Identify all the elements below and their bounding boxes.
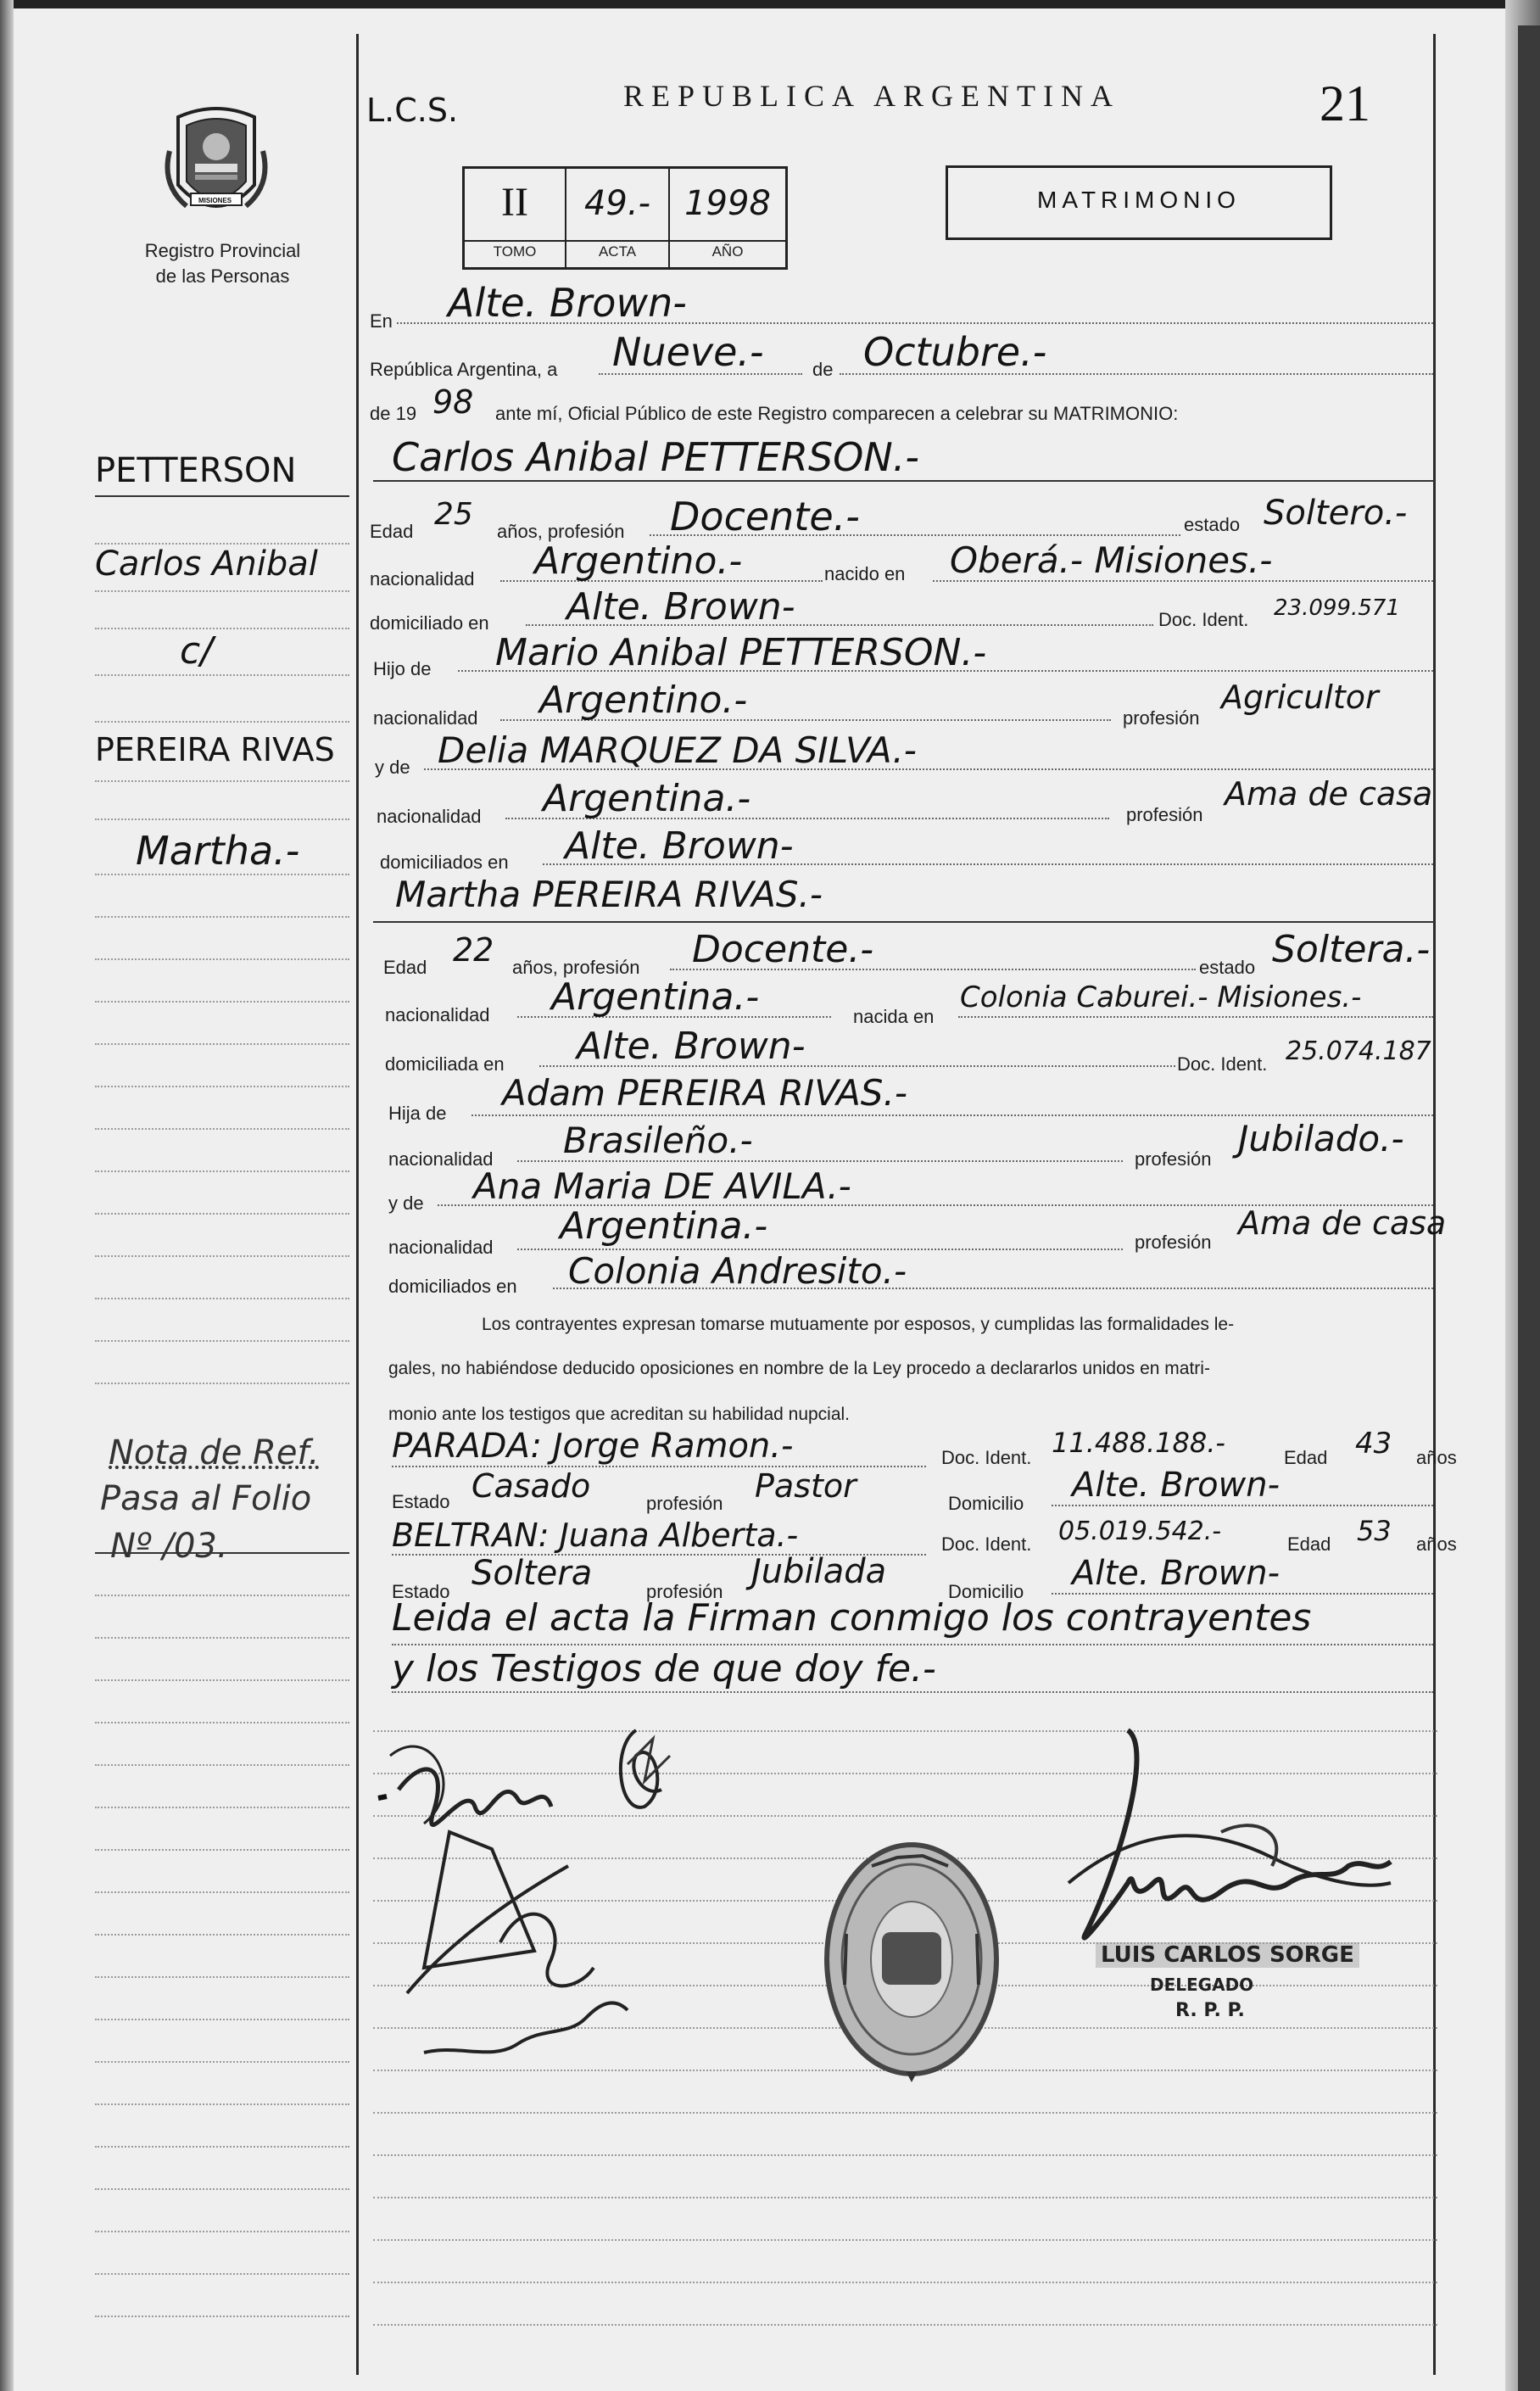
- official-seal: [821, 1832, 1002, 2087]
- bride-parents-domicile: Colonia Andresito.-: [568, 1250, 907, 1292]
- acta-label: ACTA: [598, 243, 637, 260]
- page-number: 21: [1320, 75, 1370, 131]
- registry-name-line2: de las Personas: [155, 265, 290, 287]
- margin-divider: [356, 34, 359, 2375]
- bride-estado-label: estado: [1199, 957, 1256, 978]
- witness2-edad-label: Edad: [1287, 1533, 1331, 1555]
- witness2-profession: Jubilada: [751, 1552, 887, 1591]
- groom-father: Mario Anibal PETTERSON.-: [495, 631, 987, 674]
- witness1-domicile: Alte. Brown-: [1072, 1466, 1281, 1505]
- margin-surname-1: PETTERSON: [95, 451, 297, 490]
- bride-status: Soltera.-: [1272, 928, 1431, 971]
- bride-mother-prof-label: profesión: [1135, 1232, 1212, 1253]
- margin-given-1: Carlos Anibal: [95, 545, 318, 584]
- margin-line: [95, 1976, 349, 1978]
- bride-profession: Docente.-: [692, 928, 874, 971]
- bride-father-nationality: Brasileño.-: [563, 1120, 753, 1161]
- witness2-name: BELTRAN: Juana Alberta.-: [392, 1517, 799, 1554]
- closing-line-2: y los Testigos de que doy fe.-: [392, 1647, 936, 1690]
- margin-line: [95, 674, 349, 676]
- margin-line: [95, 1001, 349, 1003]
- groom-mother-profession: Ama de casa: [1225, 775, 1433, 813]
- witness1-edad-label: Edad: [1284, 1447, 1328, 1468]
- witness1-dom-label: Domicilio: [948, 1493, 1024, 1514]
- witness2-estado-label: Estado: [392, 1581, 450, 1602]
- appearance-statement: ante mí, Oficial Público de este Registro comparecen a celebrar su MATRIMONIO:: [495, 403, 1179, 424]
- ruled-line: [373, 2282, 1437, 2283]
- groom-name: Carlos Anibal PETTERSON.-: [392, 434, 919, 480]
- groom-status: Soltero.-: [1264, 494, 1408, 533]
- bride-domiciliada-label: domiciliada en: [385, 1053, 505, 1075]
- groom-domicile: Alte. Brown-: [566, 585, 795, 628]
- margin-note-line-2: Pasa al Folio: [100, 1479, 312, 1518]
- groom-nacionalidad-label: nacionalidad: [370, 568, 475, 589]
- margin-rule-1: [95, 495, 349, 497]
- closing-line-1-rule: [392, 1644, 1433, 1645]
- groom-parents-dom-label: domiciliados en: [380, 852, 509, 873]
- bride-doc-label: Doc. Ident.: [1177, 1053, 1268, 1075]
- margin-line: [95, 1213, 349, 1215]
- margin-line: [95, 543, 349, 545]
- witness2-dom-label: Domicilio: [948, 1581, 1024, 1602]
- groom-nationality: Argentino.-: [534, 539, 743, 583]
- witness2-prof-label: profesión: [646, 1581, 723, 1602]
- tomo-label: TOMO: [493, 243, 537, 260]
- groom-hijo-label: Hijo de: [373, 658, 432, 679]
- margin-line: [95, 818, 349, 820]
- bride-nacionalidad-label: nacionalidad: [385, 1004, 490, 1025]
- groom-age: 25: [434, 497, 473, 532]
- margin-line: [95, 1383, 349, 1384]
- witness2-doc-label: Doc. Ident.: [941, 1533, 1032, 1555]
- declaration-line-1: Los contrayentes expresan tomarse mutuamente por esposos, y cumplidas las formalidades le-: [482, 1315, 1235, 1334]
- margin-note-line-1: Nota de Ref.: [109, 1433, 320, 1472]
- margin-line: [95, 916, 349, 918]
- margin-line: [95, 1807, 349, 1808]
- seal-icon: [821, 1832, 1002, 2087]
- page-top-edge: [0, 0, 1540, 8]
- margin-line: [95, 1595, 349, 1596]
- witness2-dom-line: [1052, 1593, 1433, 1595]
- bride-father-line: [471, 1114, 1433, 1116]
- margin-line: [95, 2019, 349, 2020]
- ruled-line: [373, 2154, 1437, 2156]
- document-type: MATRIMONIO: [1037, 187, 1241, 213]
- signatures-left: [373, 1688, 712, 2120]
- groom-father-nat-label: nacionalidad: [373, 707, 478, 729]
- binding-edge: [0, 0, 14, 2391]
- ceremony-day: Nueve.-: [612, 329, 764, 375]
- official-name-stamp: LUIS CARLOS SORGE: [1096, 1942, 1359, 1968]
- witness2-status: Soltera: [471, 1554, 593, 1593]
- year-prefix: de 19: [370, 403, 417, 424]
- bride-nacida-label: nacida en: [853, 1006, 935, 1027]
- bride-mother-nationality: Argentina.-: [560, 1204, 768, 1248]
- groom-domiciliado-label: domiciliado en: [370, 612, 489, 634]
- groom-doc-label: Doc. Ident.: [1158, 609, 1249, 630]
- bride-mother: Ana Maria DE AVILA.-: [473, 1165, 851, 1207]
- bride-birthplace: Colonia Caburei.- Misiones.-: [960, 980, 1362, 1014]
- groom-mother-nat-label: nacionalidad: [377, 806, 482, 827]
- margin-line: [95, 2273, 349, 2275]
- country-title: REPUBLICA ARGENTINA: [623, 79, 1121, 113]
- tomo-value: II: [501, 180, 528, 225]
- witness2-doc: 05.019.542.-: [1058, 1517, 1222, 1546]
- margin-connector: c/: [180, 629, 214, 673]
- margin-note-line-3: Nº /03.: [110, 1527, 228, 1566]
- margin-line: [95, 1679, 349, 1681]
- margin-line: [95, 1934, 349, 1936]
- ceremony-month: Octubre.-: [863, 329, 1047, 375]
- bride-name: Martha PEREIRA RIVAS.-: [395, 874, 823, 915]
- ano-value: 1998: [684, 184, 771, 223]
- ano-label: AÑO: [711, 243, 744, 260]
- margin-line: [95, 958, 349, 960]
- margin-line: [95, 1637, 349, 1639]
- margin-line: [95, 780, 349, 782]
- groom-father-nationality: Argentino.-: [539, 679, 748, 722]
- declaration-line-2: gales, no habiéndose deducido oposiciones en nombre de la Ley procedo a declararlos unidos en matri-: [388, 1359, 1210, 1378]
- margin-line: [95, 1891, 349, 1893]
- witness1-doc: 11.488.188.-: [1052, 1427, 1225, 1459]
- bride-mother-profession: Ama de casa: [1238, 1204, 1447, 1242]
- bride-father-prof-label: profesión: [1135, 1148, 1212, 1170]
- witness2-domicile: Alte. Brown-: [1072, 1554, 1281, 1593]
- groom-edad-label: Edad: [370, 521, 414, 542]
- margin-line: [95, 590, 349, 592]
- witness1-age: 43: [1355, 1427, 1392, 1461]
- witness1-estado-label: Estado: [392, 1491, 450, 1512]
- margin-line: [95, 1298, 349, 1299]
- margin-line: [95, 1764, 349, 1766]
- margin-line: [95, 1255, 349, 1257]
- republica-label: República Argentina, a: [370, 359, 558, 380]
- acta-value: 49.-: [583, 184, 651, 223]
- official-office-stamp: R. P. P.: [1175, 2000, 1245, 2021]
- witness2-age: 53: [1357, 1515, 1392, 1547]
- ceremony-place: Alte. Brown-: [448, 280, 687, 326]
- margin-note-rule: [95, 1552, 349, 1554]
- margin-line: [95, 1043, 349, 1045]
- margin-line: [95, 1340, 349, 1342]
- registry-name-line1: Registro Provincial: [144, 240, 301, 261]
- bride-yde-label: y de: [388, 1193, 424, 1214]
- groom-parents-domicile: Alte. Brown-: [565, 824, 794, 868]
- page-right-edge-strip: [1518, 25, 1540, 2391]
- groom-mother: Delia MARQUEZ DA SILVA.-: [438, 729, 917, 771]
- margin-line: [95, 2146, 349, 2148]
- official-title-stamp: DELEGADO: [1150, 1975, 1254, 1995]
- margin-line: [95, 1086, 349, 1087]
- bride-father-profession: Jubilado.-: [1238, 1118, 1404, 1159]
- bride-nationality: Argentina.-: [551, 975, 760, 1019]
- document-type-box: [946, 165, 1332, 240]
- groom-doc: 23.099.571: [1274, 595, 1400, 621]
- ceremony-year-suffix: 98: [432, 383, 474, 421]
- witness1-prof-label: profesión: [646, 1493, 723, 1514]
- ruled-line: [373, 2239, 1437, 2241]
- witness2-anos-label: años: [1416, 1533, 1457, 1555]
- witness1-status: Casado: [471, 1467, 591, 1505]
- bride-doc: 25.074.187: [1286, 1036, 1431, 1066]
- groom-mother-nationality: Argentina.-: [543, 777, 751, 820]
- margin-given-2: Martha.-: [136, 828, 300, 874]
- groom-yde-label: y de: [375, 757, 410, 778]
- bride-father: Adam PEREIRA RIVAS.-: [502, 1072, 907, 1114]
- bride-age: 22: [453, 931, 494, 969]
- groom-birthplace: Oberá.- Misiones.-: [950, 539, 1273, 581]
- ruled-line: [373, 2324, 1437, 2326]
- margin-line: [95, 1722, 349, 1723]
- margin-line: [95, 721, 349, 723]
- groom-father-profession: Agricultor: [1221, 679, 1379, 716]
- en-label: En: [370, 310, 393, 332]
- groom-name-rule: [373, 480, 1435, 482]
- groom-mother-prof-label: profesión: [1126, 804, 1203, 825]
- bride-profesion-label: años, profesión: [512, 957, 640, 978]
- groom-father-prof-label: profesión: [1123, 707, 1200, 729]
- lcs-initials: L.C.S.: [366, 92, 459, 129]
- witness1-dom-line: [1052, 1505, 1433, 1506]
- margin-surname-2: PEREIRA RIVAS: [95, 731, 335, 768]
- province-emblem: [161, 100, 271, 227]
- witness1-profession: Pastor: [755, 1467, 856, 1505]
- declaration-line-3: monio ante los testigos que acreditan su habilidad nupcial.: [388, 1405, 851, 1424]
- bride-edad-label: Edad: [383, 957, 427, 978]
- margin-line: [95, 2188, 349, 2190]
- margin-line: [95, 2103, 349, 2105]
- bride-mother-nat-label: nacionalidad: [388, 1237, 494, 1258]
- margin-line: [95, 2316, 349, 2317]
- bride-birthplace-line: [958, 1016, 1433, 1018]
- emblem-caption: MISIONES: [198, 197, 232, 204]
- bride-father-nat-label: nacionalidad: [388, 1148, 494, 1170]
- groom-profesion-label: años, profesión: [497, 521, 625, 542]
- witness1-name: PARADA: Jorge Ramon.-: [392, 1427, 794, 1466]
- witness1-doc-label: Doc. Ident.: [941, 1447, 1032, 1468]
- margin-line: [95, 1849, 349, 1851]
- emblem-icon: [161, 100, 271, 227]
- witness1-anos-label: años: [1416, 1447, 1457, 1468]
- bride-domicile: Alte. Brown-: [577, 1025, 806, 1068]
- margin-line: [95, 1170, 349, 1172]
- de-label: de: [812, 359, 834, 380]
- margin-line: [95, 2061, 349, 2063]
- groom-nacido-label: nacido en: [824, 563, 906, 584]
- record-box: [462, 166, 788, 270]
- margin-line: [95, 1128, 349, 1130]
- bride-hija-label: Hija de: [388, 1103, 447, 1124]
- groom-profession: Docente.-: [670, 494, 860, 539]
- ruled-line: [373, 2197, 1437, 2198]
- record-box-divider: [465, 240, 785, 242]
- groom-estado-label: estado: [1184, 514, 1241, 535]
- bride-name-rule: [373, 921, 1435, 923]
- margin-line: [95, 874, 349, 875]
- margin-line: [95, 2231, 349, 2232]
- closing-line-1: Leida el acta la Firman conmigo los contrayentes: [392, 1596, 1312, 1640]
- margin-line: [95, 628, 349, 629]
- bride-parents-dom-label: domiciliados en: [388, 1276, 517, 1297]
